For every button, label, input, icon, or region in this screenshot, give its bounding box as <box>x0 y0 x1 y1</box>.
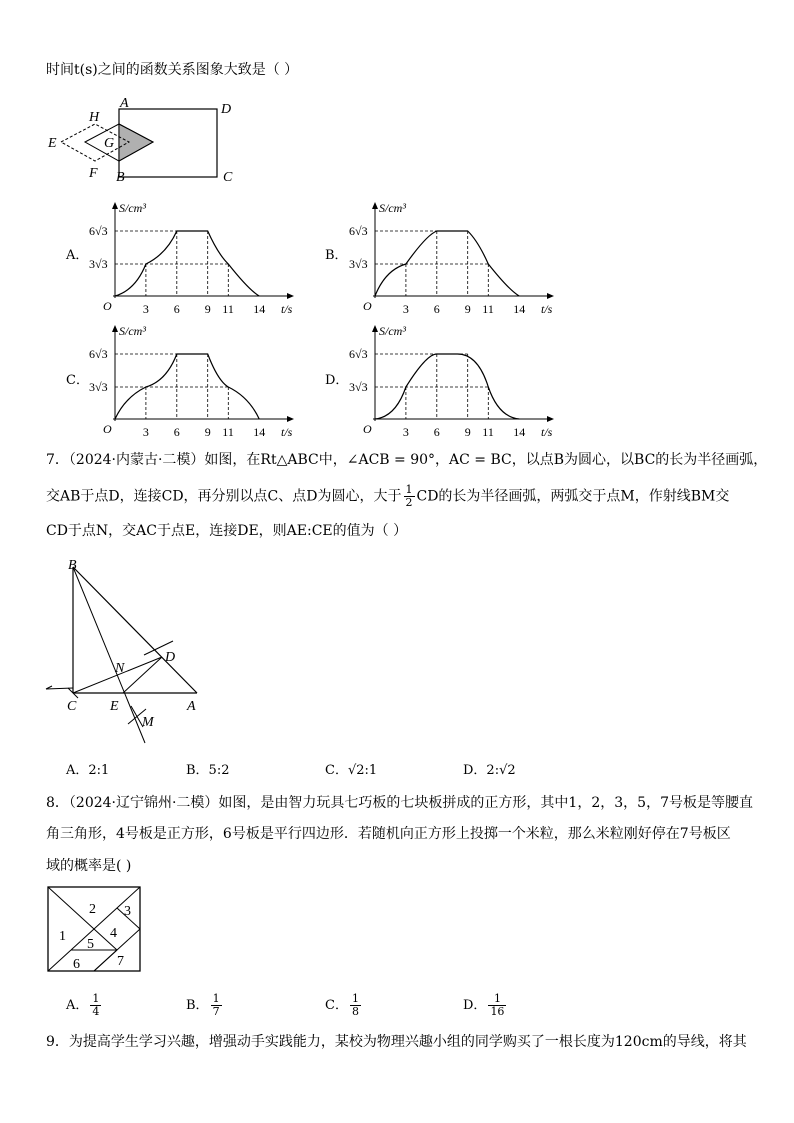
origin-label: O <box>103 422 112 436</box>
q6-fig-label-f: F <box>89 166 98 181</box>
q7-line2-b: CD的长为半径画弧，两弧交于点M，作射线BM交 <box>416 488 730 505</box>
q7-option-b[interactable]: B．5:2 <box>186 763 230 778</box>
q6-graph-a <box>85 200 293 316</box>
y-axis-label: S/cm³ <box>119 324 146 338</box>
q8-option-b[interactable] <box>186 993 224 1018</box>
x-tick-label: 14 <box>513 425 526 439</box>
graph-a-curve <box>115 231 259 296</box>
x-tick-label: 6 <box>173 302 180 316</box>
q8-option-b-fraction: $\frac{1}{7}$ <box>212 992 220 1018</box>
q6-intro-line: 时间t(s)之间的函数关系图象大致是（ ） <box>46 62 299 78</box>
q8-option-a-fraction: $\frac{1}{4}$ <box>92 992 100 1018</box>
y-tick-label: 6√3 <box>349 347 368 361</box>
q6-fig-label-d: D <box>221 102 232 117</box>
q7-line1: 7．（2024·内蒙古·二模）如图，在Rt△ABC中，∠ACB = 90°，AC = BC，以点B为圆心，以BC的长为半径画弧， <box>46 452 768 468</box>
q8-option-d-fraction: $\frac{1}{16}$ <box>490 992 505 1018</box>
y-axis-label: S/cm³ <box>119 201 146 215</box>
x-axis-arrow <box>547 416 554 422</box>
q8-option-a-label: A． <box>66 998 89 1013</box>
x-tick-label: 11 <box>222 302 234 316</box>
q7-fig-label-b: B <box>68 558 77 573</box>
q7-half-fraction: $\frac{1}{2}$ <box>405 483 413 509</box>
graph-c-curve <box>115 354 259 419</box>
q8-option-a[interactable] <box>66 993 103 1018</box>
x-axis-arrow <box>287 416 294 422</box>
x-tick-label: 11 <box>482 302 494 316</box>
q7-fig-label-n: N <box>115 661 125 676</box>
q6-option-d-label[interactable]: D． <box>325 373 349 388</box>
x-tick-label: 3 <box>402 425 409 439</box>
x-axis-label: t/s <box>281 302 293 316</box>
x-tick-label: 3 <box>402 302 409 316</box>
q6-fig-label-a: A <box>120 96 129 111</box>
q6-figure <box>40 95 240 185</box>
q8-option-c-fraction: $\frac{1}{8}$ <box>351 992 359 1018</box>
y-tick-label: 3√3 <box>89 380 108 394</box>
x-tick-label: 3 <box>142 302 149 316</box>
q7-figure <box>40 555 260 755</box>
x-axis-arrow <box>547 293 554 299</box>
q8-line3: 域的概率是( ) <box>46 858 132 874</box>
y-axis-arrow <box>372 202 378 209</box>
x-tick-label: 3 <box>142 425 149 439</box>
q9-line1: 9．为提高学生学习兴趣，增强动手实践能力，某校为物理兴趣小组的同学购买了一根长度为120cm的导线，将其 <box>46 1034 747 1050</box>
x-axis-label: t/s <box>541 302 553 316</box>
graph-b-curve <box>375 231 519 296</box>
q6-fig-label-e: E <box>48 136 57 151</box>
q8-piece-label-6: 6 <box>73 957 80 972</box>
q8-line2: 角三角形，4号板是正方形，6号板是平行四边形．若随机向正方形上投掷一个米粒，那么米粒刚好停在7号板区 <box>46 826 731 842</box>
x-tick-label: 6 <box>173 425 180 439</box>
q7-option-c[interactable]: C．√2:1 <box>325 763 378 778</box>
x-axis-label: t/s <box>281 425 293 439</box>
q6-option-c-label[interactable]: C． <box>66 373 89 388</box>
y-tick-label: 3√3 <box>349 257 368 271</box>
q8-piece-label-3: 3 <box>124 904 131 919</box>
x-axis-label: t/s <box>541 425 553 439</box>
q7-line2 <box>46 484 729 509</box>
q6-option-b-label[interactable]: B． <box>325 248 348 263</box>
y-tick-label: 6√3 <box>349 224 368 238</box>
q7-fig-label-c: C <box>67 699 77 714</box>
origin-label: O <box>363 299 372 313</box>
q7-fig-label-a: A <box>187 699 196 714</box>
x-tick-label: 6 <box>433 302 440 316</box>
q8-option-d-label: D． <box>463 998 487 1013</box>
x-tick-label: 9 <box>464 302 471 316</box>
q8-piece-label-5: 5 <box>87 937 94 952</box>
y-axis-arrow <box>372 325 378 332</box>
q8-option-d[interactable] <box>463 993 508 1018</box>
x-tick-label: 14 <box>253 302 266 316</box>
q8-piece-label-1: 1 <box>59 929 66 944</box>
q6-graph-b <box>345 200 553 316</box>
q6-graph-c <box>85 323 293 439</box>
q8-line1: 8．（2024·辽宁锦州·二模）如图，是由智力玩具七巧板的七块板拼成的正方形，其中1，2，3，5，7号板是等腰直 <box>46 795 753 811</box>
y-tick-label: 6√3 <box>89 347 108 361</box>
q6-fig-label-c: C <box>223 170 233 185</box>
x-tick-label: 14 <box>513 302 526 316</box>
q6-fig-label-g: G <box>104 136 115 151</box>
q8-piece-label-4: 4 <box>110 926 117 941</box>
x-tick-label: 11 <box>222 425 234 439</box>
y-tick-label: 6√3 <box>89 224 108 238</box>
q8-piece-label-7: 7 <box>117 954 124 969</box>
x-tick-label: 9 <box>204 302 211 316</box>
q7-line3: CD于点N，交AC于点E，连接DE，则AE:CE的值为（ ） <box>46 523 408 539</box>
q6-fig-label-h: H <box>89 110 100 125</box>
q7-option-d[interactable]: D．2:√2 <box>463 763 516 778</box>
y-tick-label: 3√3 <box>89 257 108 271</box>
y-tick-label: 3√3 <box>349 380 368 394</box>
q8-option-b-label: B． <box>186 998 209 1013</box>
x-tick-label: 14 <box>253 425 266 439</box>
q6-fig-label-b: B <box>116 170 125 185</box>
origin-label: O <box>103 299 112 313</box>
q7-line2-a: 交AB于点D，连接CD，再分别以点C、点D为圆心，大于 <box>46 488 402 505</box>
q7-fig-label-m: M <box>142 715 154 730</box>
q7-fig-label-d: D <box>165 650 176 665</box>
x-tick-label: 6 <box>433 425 440 439</box>
q7-fig-label-e: E <box>110 699 119 714</box>
q7-option-a[interactable]: A．2:1 <box>66 763 110 778</box>
x-tick-label: 9 <box>204 425 211 439</box>
y-axis-label: S/cm³ <box>379 324 406 338</box>
y-axis-label: S/cm³ <box>379 201 406 215</box>
graph-d-curve <box>375 354 519 419</box>
x-axis-arrow <box>287 293 294 299</box>
q8-piece-label-2: 2 <box>89 902 96 917</box>
q8-option-c[interactable] <box>325 993 363 1018</box>
q6-graph-d <box>345 323 553 439</box>
x-tick-label: 11 <box>482 425 494 439</box>
origin-label: O <box>363 422 372 436</box>
q8-tangram-figure <box>46 885 146 975</box>
x-tick-label: 9 <box>464 425 471 439</box>
y-axis-arrow <box>112 202 118 209</box>
q6-option-a-label[interactable]: A． <box>66 248 89 263</box>
q8-option-c-label: C． <box>325 998 348 1013</box>
y-axis-arrow <box>112 325 118 332</box>
